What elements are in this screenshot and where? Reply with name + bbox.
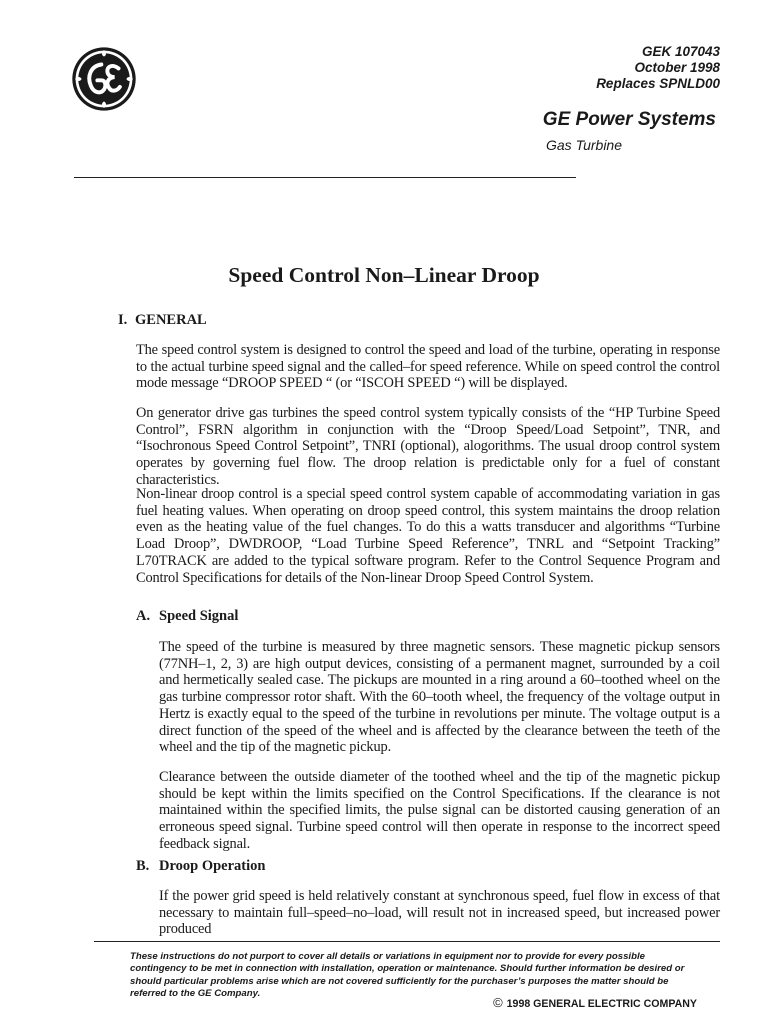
document-meta [596, 44, 720, 92]
subsection-number: B. [136, 858, 150, 874]
paragraph: On generator drive gas turbines the speed control system typically consists of the “HP Turbine Speed Control”, FSRN algorithm in conjunction with the “Droop Speed/Load Setpoint”, TNR, and “Isochronous Speed Control Setpoint”, TNRI (optional), alogorithms. The usual droop control system operates by governing fuel flow. The droop relation is predictable only for a fuel of constant characteristics. [136, 405, 720, 488]
copyright-notice [493, 996, 697, 1011]
paragraph: Non-linear droop control is a special speed control system capable of accommodating variation in gas fuel heating values. When operating on droop speed control, this system maintains the droop relation even as the heating value of the fuel changes. To do this a watts transducer and algorithms “Turbine Load Droop”, DWDROOP, “Load Turbine Speed Reference”, TNRL and “Setpoint Tracking” L70TRACK are added to the typical software program. Refer to the Control Sequence Program and Control Specifications for details of the Non-linear Droop Speed Control System. [136, 486, 720, 586]
section-title: GENERAL [135, 312, 207, 328]
doc-number: GEK 107043 [641, 44, 720, 59]
company-name: GE Power Systems [542, 109, 716, 130]
header-divider [74, 177, 576, 178]
ge-logo-icon [71, 46, 137, 112]
page-title: Speed Control Non–Linear Droop [228, 263, 540, 287]
paragraph: The speed control system is designed to control the speed and load of the turbine, operating in response to the actual turbine speed signal and the called–for speed reference. While on speed control the control mode message “DROOP SPEED “ (or “ISCOH SPEED “) will be displayed. [136, 342, 720, 392]
doc-date: October 1998 [634, 60, 720, 75]
section-number: I. [118, 312, 128, 328]
subsection-heading-droop-operation [136, 857, 265, 875]
disclaimer-line: These instructions do not purport to cover all details or variations in equipment nor to provide for every possible [130, 951, 645, 962]
disclaimer-line: contingency to be met in connection with installation, operation or maintenance. Should further information be desired or [130, 963, 685, 975]
doc-replaces: Replaces SPNLD00 [596, 76, 720, 91]
subsection-title: Speed Signal [159, 608, 239, 624]
copyright-text: 1998 GENERAL ELECTRIC COMPANY [506, 998, 697, 1010]
paragraph: The speed of the turbine is measured by three magnetic sensors. These magnetic pickup sensors (77NH–1, 2, 3) are high output devices, consisting of a permanent magnet, surrounded by a coil and hermetically sealed case. The pickups are mounted in a ring around a 60–toothed wheel on the gas turbine compressor rotor shaft. With the 60–tooth wheel, the frequency of the voltage output in Hertz is exactly equal to the speed of the turbine in revolutions per minute. The voltage output is a direct function of the speed of the wheel and is affected by the clearance between the teeth of the wheel and the tip of the magnetic pickup. [159, 639, 720, 756]
section-heading-general [118, 311, 207, 329]
subsection-number: A. [136, 608, 151, 624]
paragraph: If the power grid speed is held relatively constant at synchronous speed, fuel flow in excess of that necessary to maintain full–speed–no–load, will result not in increased speed, but increased power produced [159, 888, 720, 938]
subsection-heading-speed-signal [136, 607, 238, 625]
paragraph: Clearance between the outside diameter of the toothed wheel and the tip of the magnetic pickup should be kept within the limits specified on the Control Specifications. If the clearance is not maintained within the specified limits, the pulse signal can be distorted causing generation of an erroneous speed signal. Turbine speed control will then operate in response to the incorrect speed feedback signal. [159, 769, 720, 852]
disclaimer-line: should particular problems arise which are not covered sufficiently for the purchaser’s purposes the matter should be [130, 975, 669, 987]
footer-divider [94, 941, 720, 942]
disclaimer [130, 951, 690, 1000]
copyright-symbol: © [493, 995, 503, 1010]
disclaimer-line: referred to the GE Company. [130, 987, 261, 999]
subsection-title: Droop Operation [159, 858, 266, 874]
division-name: Gas Turbine [546, 137, 622, 153]
